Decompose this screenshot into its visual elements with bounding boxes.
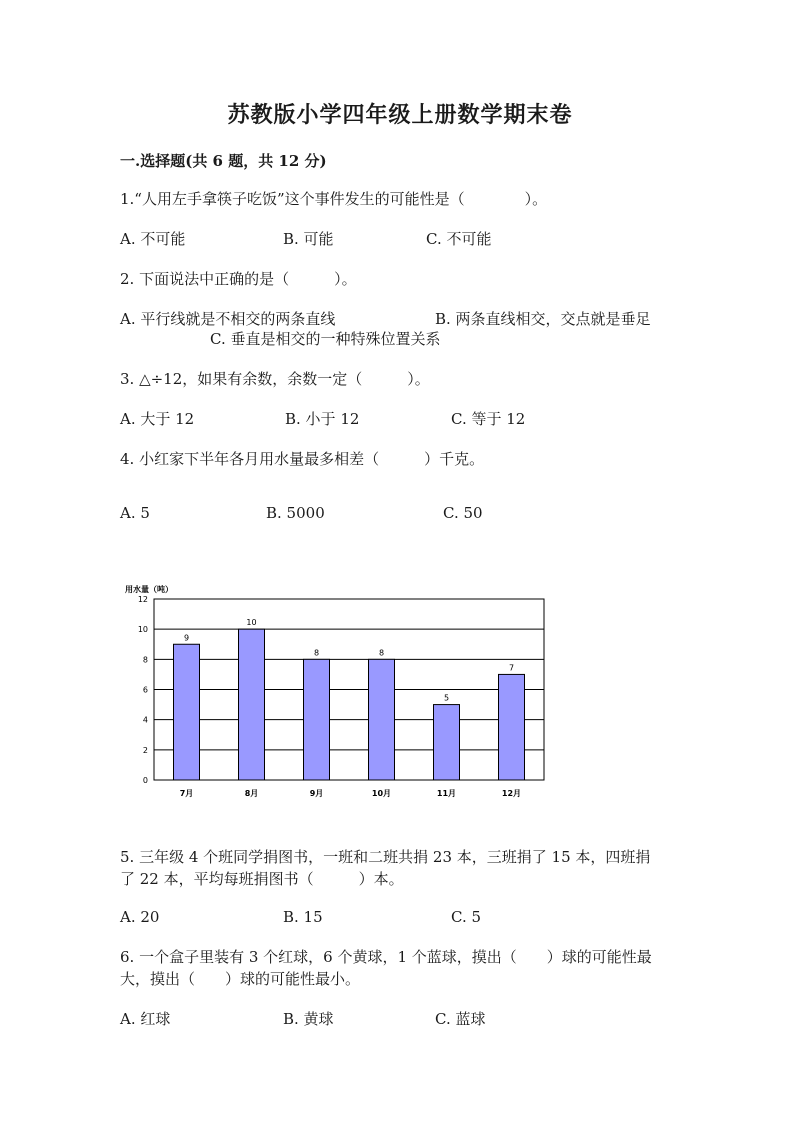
question-1-option-b: B. 可能 [283,230,334,248]
question-2-option-a: A. 平行线就是不相交的两条直线 [120,310,336,328]
question-4-option-c: C. 50 [443,504,483,522]
question-6-option-b: B. 黄球 [283,1010,334,1028]
question-3-text: 3. △÷12，如果有余数，余数一定（ ）。 [120,370,430,388]
question-2-text: 2. 下面说法中正确的是（ ）。 [120,270,357,288]
question-3-option-c: C. 等于 12 [451,410,526,428]
section-heading: 一.选择题(共 6 题，共 12 分) [120,152,327,170]
water-usage-bar-chart [110,580,560,805]
chart-y-tick-label: 6 [142,685,148,695]
question-6-text-line2: 大，摸出（ ）球的可能性最小。 [120,970,361,988]
question-4-text: 4. 小红家下半年各月用水量最多相差（ ）千克。 [120,450,485,468]
chart-y-tick-label: 0 [142,776,148,785]
chart-x-tick-label: 10月 [371,789,392,798]
chart-bar [369,659,395,780]
chart-y-tick-label: 10 [137,625,148,635]
chart-y-tick-label: 2 [142,745,148,755]
question-5-option-c: C. 5 [451,908,482,926]
chart-data-label: 8 [378,648,385,658]
question-5-text-line2: 了 22 本，平均每班捐图书（ ）本。 [120,870,404,888]
chart-y-tick-label: 8 [142,655,148,665]
page-title: 苏教版小学四年级上册数学期末卷 [227,102,573,128]
question-1-option-a: A. 不可能 [120,230,186,248]
question-6-option-c: C. 蓝球 [435,1010,486,1028]
chart-bar [499,674,525,780]
chart-data-label: 8 [313,648,320,658]
chart-x-tick-label: 9月 [309,789,324,798]
chart-data-label: 5 [443,693,450,703]
chart-y-axis-label: 用水量（吨） [125,585,173,594]
question-4-option-b: B. 5000 [266,504,325,522]
question-2-option-c: C. 垂直是相交的一种特殊位置关系 [210,330,441,348]
chart-x-tick-label: 12月 [501,789,522,798]
chart-bar [304,659,330,780]
question-6-text-line1: 6. 一个盒子里装有 3 个红球，6 个黄球，1 个蓝球，摸出（ ）球的可能性最 [120,948,652,966]
question-6-option-a: A. 红球 [120,1010,171,1028]
question-1-text: 1.“人用左手拿筷子吃饭”这个事件发生的可能性是（ ）。 [120,190,548,208]
chart-x-tick-label: 11月 [436,789,457,798]
chart-x-tick-label: 7月 [179,789,194,798]
question-5-option-b: B. 15 [283,908,323,926]
question-5-option-a: A. 20 [120,908,160,926]
question-4-option-a: A. 5 [120,504,150,522]
chart-y-tick-label: 12 [137,595,148,604]
question-2-option-b: B. 两条直线相交，交点就是垂足 [435,310,651,328]
chart-data-label: 7 [508,663,515,673]
chart-bar [434,705,460,780]
question-3-option-a: A. 大于 12 [120,410,195,428]
question-3-option-b: B. 小于 12 [285,410,360,428]
question-5-text-line1: 5. 三年级 4 个班同学捐图书，一班和二班共捐 23 本，三班捐了 15 本，四班捐 [120,848,651,866]
chart-x-tick-label: 8月 [244,789,259,798]
chart-bar [239,629,265,780]
chart-data-label: 9 [183,633,190,643]
chart-y-tick-label: 4 [142,715,148,725]
chart-data-label: 10 [246,618,257,628]
question-1-option-c: C. 不可能 [426,230,492,248]
chart-bar [174,644,200,780]
